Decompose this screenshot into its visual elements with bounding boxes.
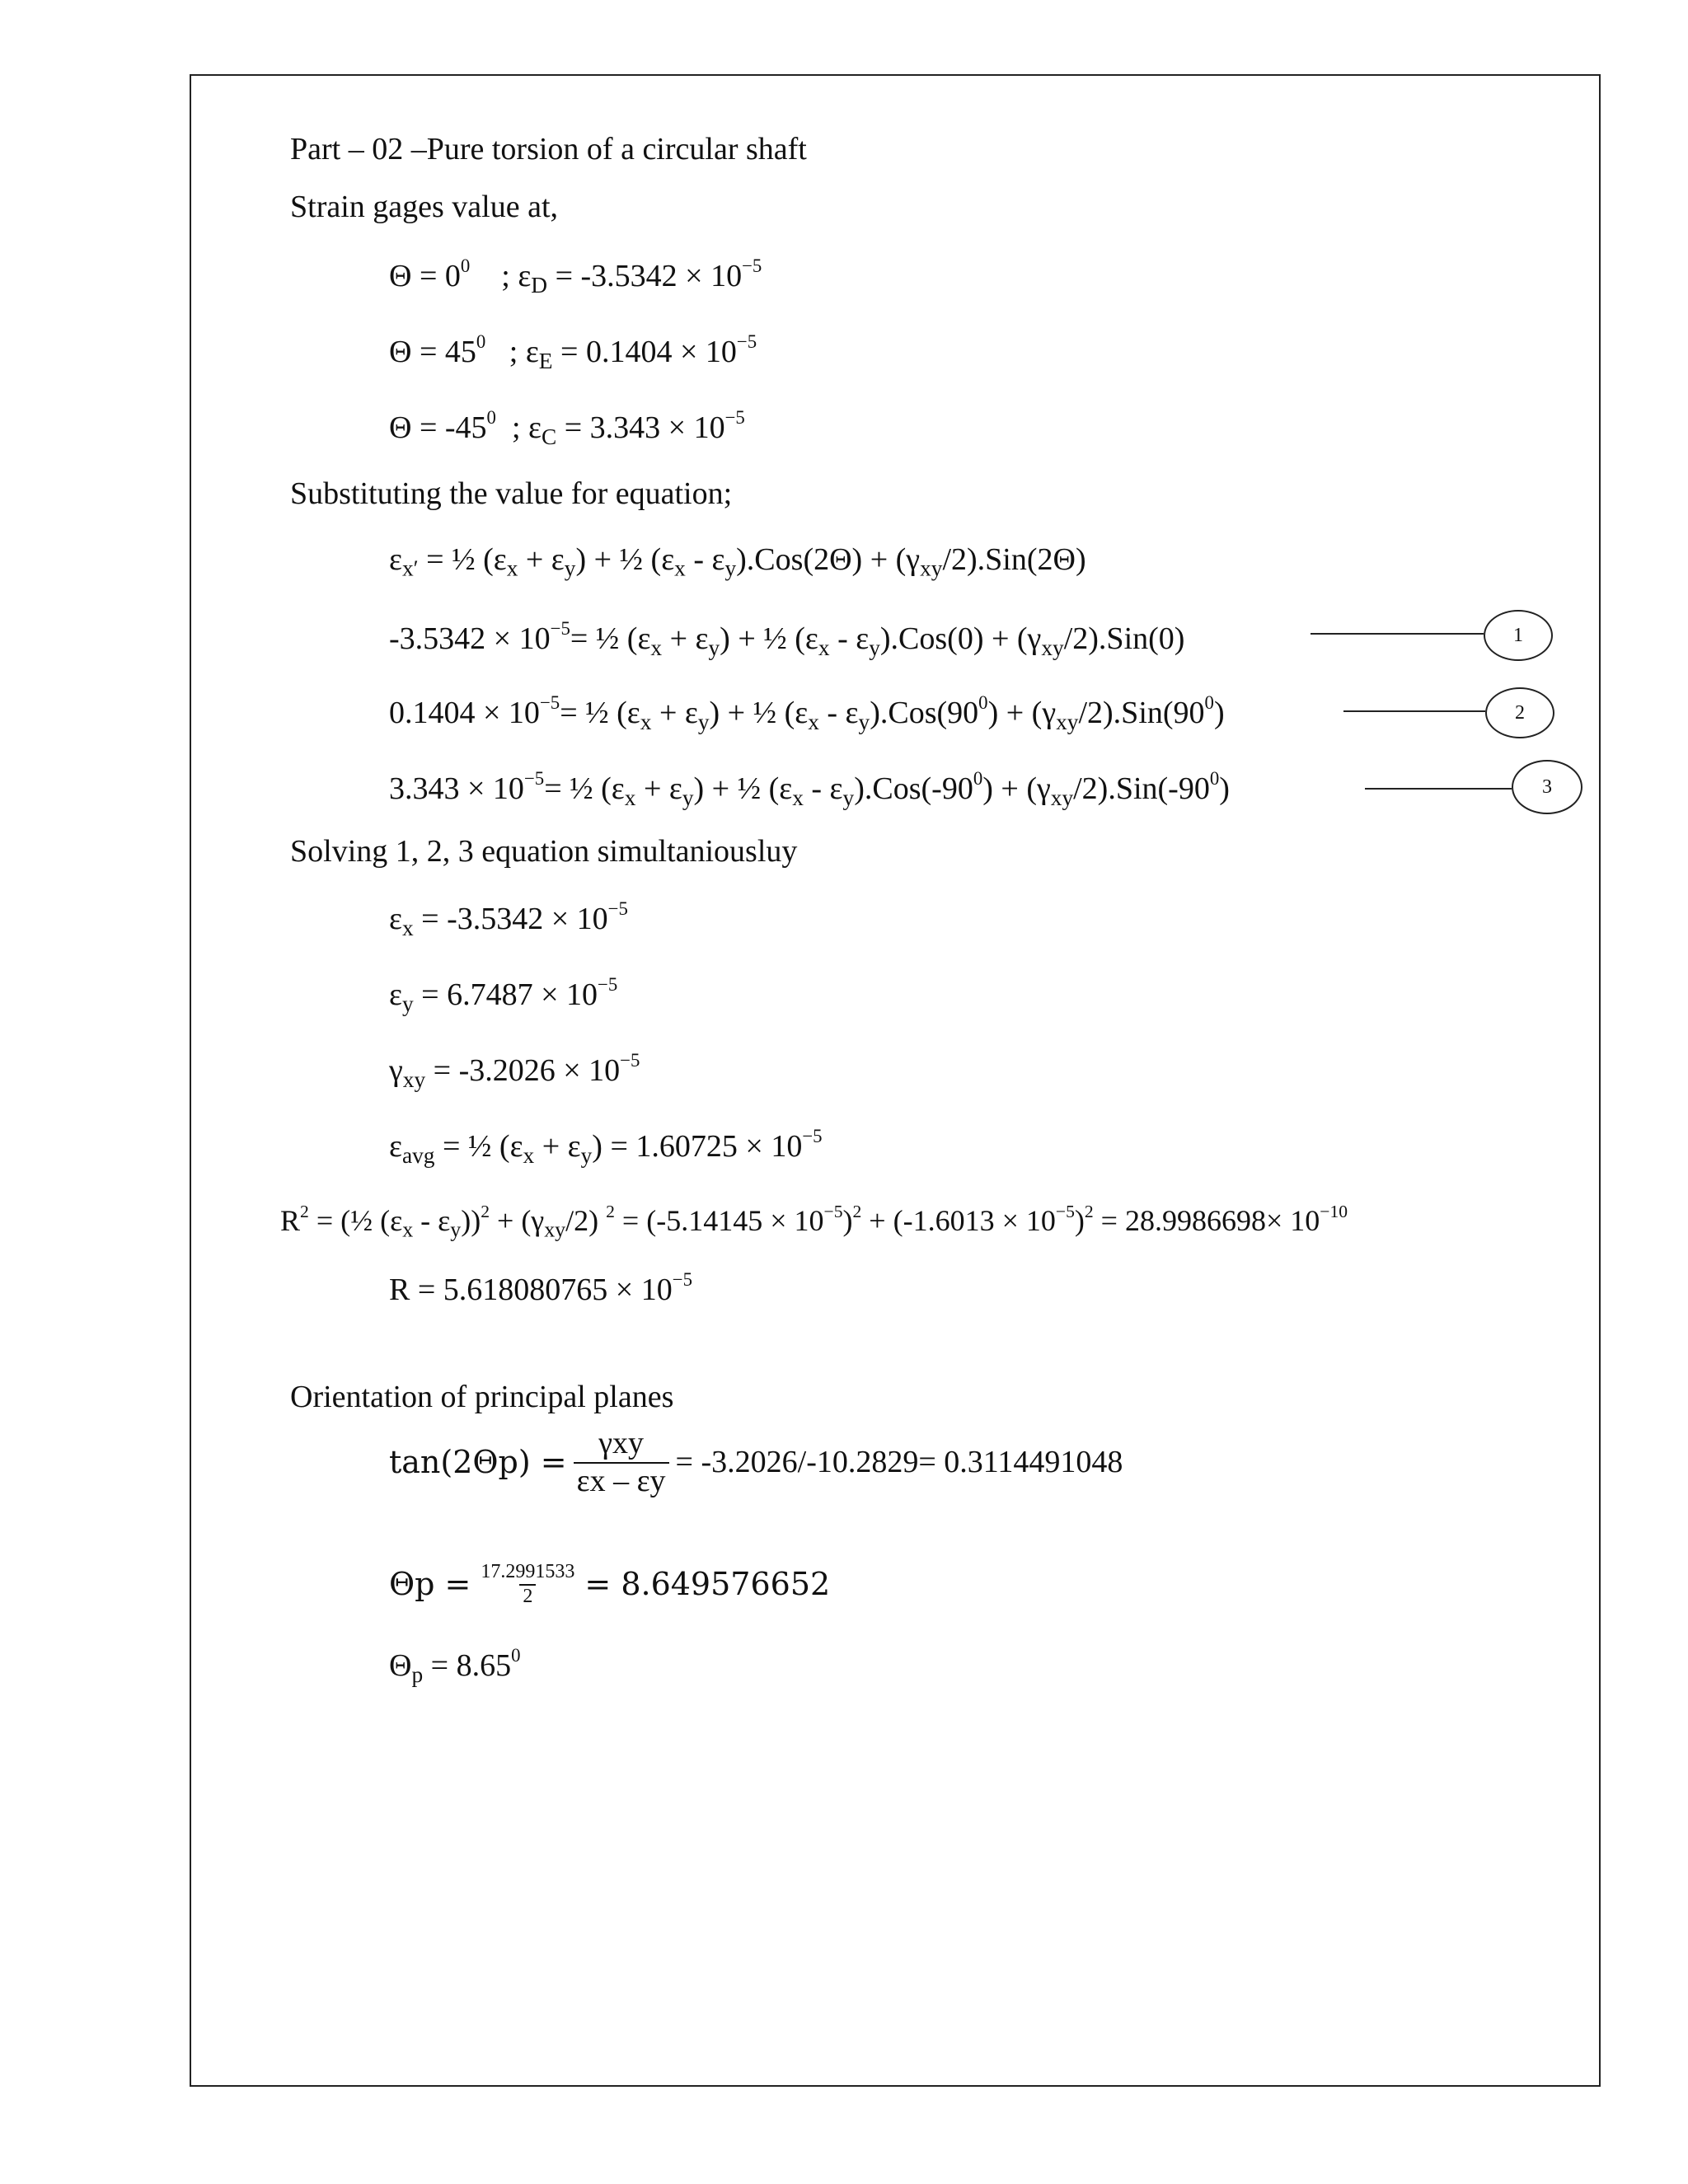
equation-2-leader	[1343, 710, 1485, 712]
tan-equation: tan(2Θp) = $\frac{\text{γxy}}{\varepsilon x - \varepsilon y}$ = -3.2026/-10.2829= 0.3114491048	[389, 1426, 1123, 1498]
strain-heading: Strain gages value at,	[290, 190, 559, 224]
substituting-heading: Substituting the value for equation;	[290, 476, 733, 511]
equation-3: $3.343 \times 10^{-5}=$ ½ $(\varepsilon_x + \varepsilon_y)$ + ½ $(\varepsilon_x - \varepsilon_y).Cos(-90^0) + (\gamma_{xy}/2).Sin(-90^0)$	[389, 768, 1230, 810]
theta-p-equation: Θp = $\frac{17.2991533}{2}$ = 8.649576652	[389, 1561, 831, 1607]
result-epsilon-x: $\varepsilon_x = -3.5342 \times 10^{-5}$	[389, 898, 628, 940]
r-squared-equation: $R^2$ = (½ $(\varepsilon_x - \varepsilon_y))^2 + (\gamma_{xy}/2)$ $^2 = (-5.14145 \times 10^{-5})^2 + (-1.6013 \times 10^{-5})^2 = 28.9986698\times 10^{-10}$	[280, 1202, 1348, 1242]
r-value: $R = 5.618080765 \times 10^{-5}$	[389, 1269, 692, 1308]
gage-line-e: $\Theta = 45^0$ ; $\varepsilon_E = 0.1404 \times 10^{-5}$	[389, 331, 757, 373]
result-epsilon-avg: $\varepsilon_{avg}$ = ½ $(\varepsilon_x + \varepsilon_y) = 1.60725 \times 10^{-5}$	[389, 1126, 823, 1168]
transformation-equation: $\varepsilon_{x'}$ = ½ $(\varepsilon_x + \varepsilon_y)$ + ½ $(\varepsilon_x - \varepsilon_y).Cos(2\Theta) + (\gamma_{xy}/2).Sin(2\Theta)$	[389, 542, 1086, 581]
equation-1-leader	[1311, 633, 1484, 635]
equation-2: $0.1404 \times 10^{-5}=$ ½ $(\varepsilon_x + \varepsilon_y)$ + ½ $(\varepsilon_x - \varepsilon_y).Cos(90^0) + (\gamma_{xy}/2).Sin(90^0)$	[389, 692, 1225, 734]
result-gamma-xy: $\gamma_{xy} = -3.2026 \times 10^{-5}$	[389, 1050, 640, 1092]
equation-1-number: 1	[1484, 610, 1553, 661]
equation-3-leader	[1365, 788, 1512, 790]
gage-line-d: $\Theta = 0^0$ ; $\varepsilon_D = -3.5342 \times 10^{-5}$	[389, 255, 762, 298]
tan-fraction: $\frac{\text{γxy}}{\varepsilon x - \varepsilon y}$	[574, 1426, 669, 1499]
gage-line-c: $\Theta = -45^0$ ; $\varepsilon_C = 3.343 \times 10^{-5}$	[389, 407, 745, 449]
section-title: Part – 02 –Pure torsion of a circular shaft	[290, 132, 807, 166]
theta-p-fraction: $\frac{17.2991533}{2}$	[481, 1561, 575, 1607]
orientation-heading: Orientation of principal planes	[290, 1380, 674, 1414]
result-epsilon-y: $\varepsilon_y = 6.7487 \times 10^{-5}$	[389, 974, 618, 1016]
equation-1: $-3.5342 \times 10^{-5}=$ ½ $(\varepsilon_x + \varepsilon_y)$ + ½ $(\varepsilon_x - \varepsilon_y).Cos(0) + (\gamma_{xy}/2).Sin(0)$	[389, 618, 1185, 660]
theta-p-final: $\Theta_p = 8.65^0$	[389, 1645, 521, 1687]
equation-2-number: 2	[1485, 687, 1554, 738]
equation-3-number: 3	[1512, 760, 1582, 814]
solving-heading: Solving 1, 2, 3 equation simultaniousluy	[290, 834, 798, 869]
